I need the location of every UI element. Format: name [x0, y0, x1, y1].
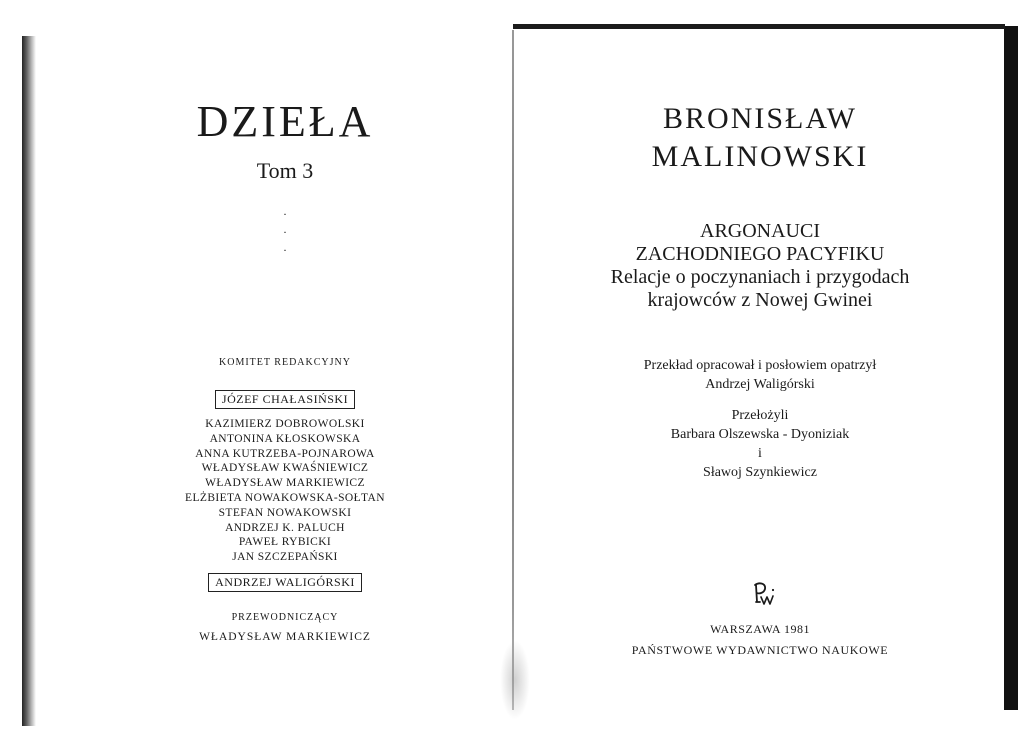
book-title — [560, 220, 960, 312]
committee-member: WŁADYSŁAW KWAŚNIEWICZ — [201, 462, 369, 475]
place-and-year: WARSZAWA 1981 — [710, 622, 810, 636]
committee-member: JAN SZCZEPAŃSKI — [232, 551, 338, 564]
chair-name: WŁADYSŁAW MARKIEWICZ — [199, 631, 371, 643]
secretary-box — [140, 573, 430, 592]
committee-member: ELŻBIETA NOWAKOWSKA-SOŁTAN — [185, 491, 385, 504]
editor-credit: Przekład opracował i posłowiem opatrzył — [643, 358, 877, 373]
committee-member: ANTONINA KŁOSKOWSKA — [209, 432, 361, 445]
print-specks: · · · — [283, 207, 287, 257]
page-gutter — [512, 30, 514, 710]
translators-conjunction: i — [758, 446, 762, 461]
left-page — [140, 0, 430, 742]
translator-name: Sławoj Szynkiewicz — [703, 465, 817, 480]
editor-name: Andrzej Waligórski — [705, 377, 815, 392]
scan-edge-left — [22, 36, 36, 726]
committee-head-name: JÓZEF CHAŁASIŃSKI — [215, 390, 355, 409]
secretary-name: ANDRZEJ WALIGÓRSKI — [208, 573, 362, 592]
committee-member: KAZIMIERZ DOBROWOLSKI — [205, 418, 365, 430]
publisher-logo-icon — [748, 580, 778, 610]
scan-edge-right — [1004, 26, 1018, 710]
committee-member: ANNA KUTRZEBA-POJNAROWA — [195, 447, 375, 460]
volume-number: Tom 3 — [256, 158, 314, 183]
translator-name: Barbara Olszewska - Dyoniziak — [670, 427, 850, 442]
right-page — [560, 0, 960, 742]
subtitle-line: Relacje o poczynaniach i przygodach — [610, 266, 910, 288]
translators-label: Przełożyli — [731, 408, 789, 423]
translation-credits — [560, 356, 960, 482]
committee-member: PAWEŁ RYBICKI — [238, 536, 332, 549]
committee-head-box — [140, 390, 430, 409]
title-line: ARGONAUCI — [700, 220, 820, 242]
committee-member: STEFAN NOWAKOWSKI — [218, 506, 352, 519]
title-line: ZACHODNIEGO PACYFIKU — [635, 243, 885, 265]
committee-member: WŁADYSŁAW MARKIEWICZ — [205, 477, 365, 490]
author-first-name: BRONISŁAW — [663, 102, 857, 135]
author-name — [560, 100, 960, 176]
chair-label: PRZEWODNICZĄCY — [231, 612, 339, 623]
committee-label: KOMITET REDAKCYJNY — [219, 357, 351, 368]
committee-member: ANDRZEJ K. PALUCH — [225, 521, 345, 534]
author-last-name: MALINOWSKI — [651, 140, 869, 173]
gutter-smudge — [500, 640, 530, 720]
subtitle-line: krajowców z Nowej Gwinei — [647, 289, 873, 311]
publisher-name: PAŃSTWOWE WYDAWNICTWO NAUKOWE — [631, 643, 889, 657]
series-title: DZIEŁA — [196, 97, 374, 146]
committee-members — [140, 417, 430, 565]
